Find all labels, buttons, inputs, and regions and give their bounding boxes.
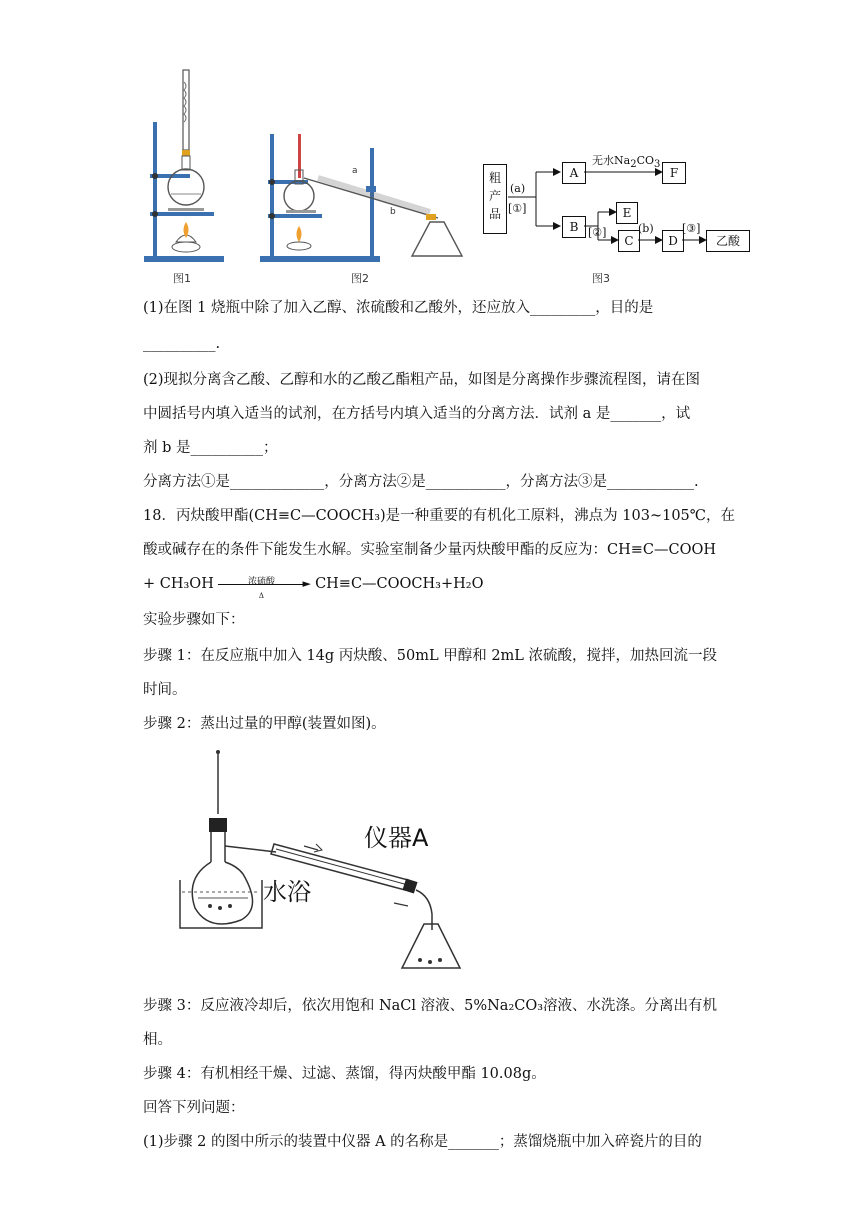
flow-step-2: [②] xyxy=(588,226,607,239)
flow-reagent-top-sub1: 2 xyxy=(630,159,637,170)
equation-left: + CH₃OH xyxy=(143,576,214,592)
flow-box-b: B xyxy=(562,216,586,238)
flow-box-product: 乙酸 xyxy=(706,230,750,252)
step-1-line-2: 时间。 xyxy=(143,682,187,698)
figure-1-reflux-apparatus xyxy=(140,62,230,267)
q2-line-1: (2)现拟分离含乙酸、乙醇和水的乙酸乙酯粗产品，如图是分离操作步骤流程图，请在图 xyxy=(143,372,701,388)
q18-equation xyxy=(143,574,484,600)
equation-arrow-head: ► xyxy=(302,577,311,590)
flow-step-b: (b) xyxy=(638,222,654,235)
q1-line-2: __________. xyxy=(143,336,221,352)
water-bath-label: 水浴 xyxy=(263,878,311,906)
flow-crude-char-3: 品 xyxy=(488,207,501,221)
step-2: 步骤 2：蒸出过量的甲醇(装置如图)。 xyxy=(143,716,386,732)
sub-question-1: (1)步骤 2 的图中所示的装置中仪器 A 的名称是_______；蒸馏烧瓶中加入碎瓷片的目的 xyxy=(143,1134,702,1150)
q1-line-1: (1)在图 1 烧瓶中除了加入乙醇、浓硫酸和乙酸外，还应放入_________，目的是 xyxy=(143,300,654,316)
equation-condition-heat: Δ xyxy=(258,592,264,600)
step-4: 步骤 4：有机相经干燥、过滤、蒸馏，得丙炔酸甲酯 10.08g。 xyxy=(143,1066,546,1082)
flow-reagent-top-b: CO xyxy=(636,154,654,167)
step-2-distillation-figure xyxy=(176,748,476,976)
steps-intro: 实验步骤如下： xyxy=(143,612,245,628)
flow-box-e: E xyxy=(616,202,638,224)
flow-crude-box xyxy=(483,164,507,234)
flow-box-d: D xyxy=(662,230,684,252)
flow-step-3: [③] xyxy=(682,222,701,235)
flow-box-f: F xyxy=(662,162,686,184)
equation-right: CH≡C—COOCH₃+H₂O xyxy=(315,576,484,592)
q2-line-2: 中圆括号内填入适当的试剂，在方括号内填入适当的分离方法．试剂 a 是_______，试 xyxy=(143,406,691,422)
equation-arrow-shaft xyxy=(218,584,304,585)
q18-line-2: 酸或碱存在的条件下能发生水解。实验室制备少量丙炔酸甲酯的反应为：CH≡C—COOH xyxy=(143,542,716,558)
figure-2-label-a: a xyxy=(352,166,358,176)
flow-crude-char-1: 粗 xyxy=(488,171,501,185)
flow-reagent-top-sub2: 3 xyxy=(654,159,661,170)
figure-3-caption: 图3 xyxy=(592,272,610,285)
flow-step-1: [①] xyxy=(508,202,527,215)
q2-line-4: 分离方法①是_____________，分离方法②是___________，分离方法③是____________. xyxy=(143,474,699,490)
flow-box-c: C xyxy=(618,230,640,252)
step-1-line-1: 步骤 1：在反应瓶中加入 14g 丙炔酸、50mL 甲醇和 2mL 浓硫酸，搅拌，加热回流一段 xyxy=(143,648,718,664)
equation-arrow xyxy=(218,574,311,600)
flow-reagent-top xyxy=(592,152,660,170)
figure-2-distillation-apparatus xyxy=(258,126,470,266)
apparatus-a-label: 仪器A xyxy=(364,824,429,852)
q2-line-3: 剂 b 是__________； xyxy=(143,440,278,456)
flow-reagent-top-a: 无水Na xyxy=(592,154,631,167)
step-3-line-1: 步骤 3：反应液冷却后，依次用饱和 NaCl 溶液、5%Na₂CO₃溶液、水洗涤。分离出有机 xyxy=(143,998,718,1014)
step-3-line-2: 相。 xyxy=(143,1032,172,1048)
flow-box-a: A xyxy=(562,162,586,184)
flow-crude-char-2: 产 xyxy=(488,189,501,203)
figure-2-caption: 图2 xyxy=(351,272,369,285)
flow-step-a: (a) xyxy=(510,182,526,195)
figure-1-caption: 图1 xyxy=(173,272,191,285)
equation-condition-catalyst: 浓硫酸 xyxy=(247,577,275,587)
answer-intro: 回答下列问题： xyxy=(143,1100,245,1116)
q18-line-1: 18．丙炔酸甲酯(CH≡C—COOCH₃)是一种重要的有机化工原料，沸点为 103~105℃，在 xyxy=(143,508,735,524)
figure-2-label-b: b xyxy=(390,207,396,217)
